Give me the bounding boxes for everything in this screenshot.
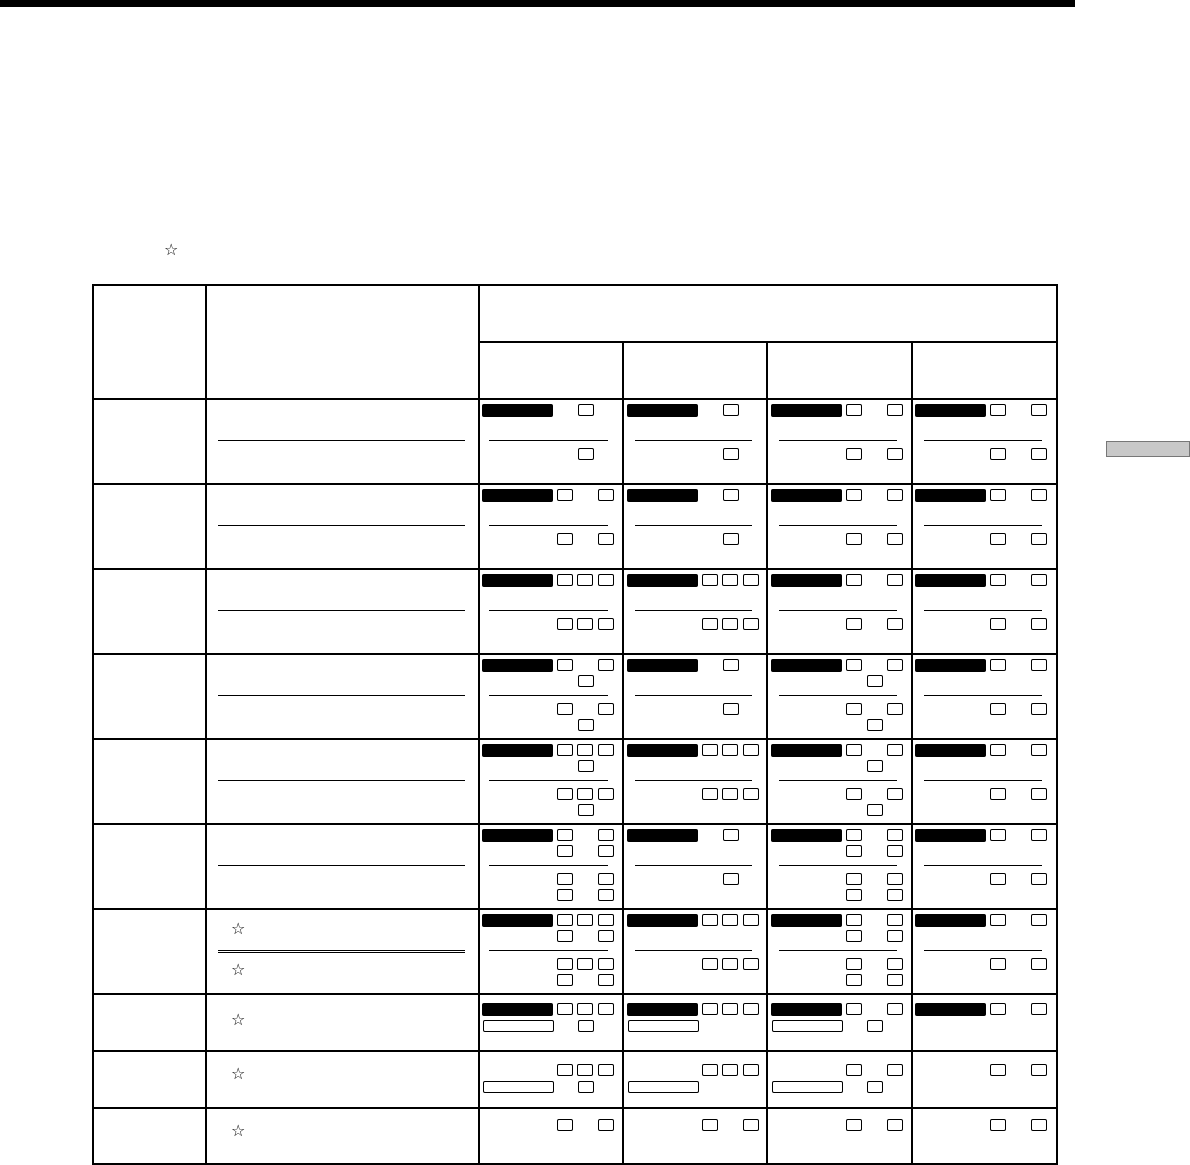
setting-box [743,574,759,586]
cell-divider [924,610,1042,611]
setting-box [598,1064,614,1076]
cell-divider [489,610,608,611]
setting-box [702,1119,718,1131]
setting-box [598,873,614,885]
setting-box [887,930,903,942]
setting-wide-box [772,1081,843,1093]
description-divider [218,695,465,696]
setting-box [1031,958,1047,970]
setting-box [598,1003,614,1015]
setting-box [887,703,903,715]
setting-bar [627,659,698,672]
cell-divider [924,780,1042,781]
setting-box [577,1003,593,1015]
setting-box [887,618,903,630]
setting-box [846,829,862,841]
setting-box [846,703,862,715]
setting-bar [627,574,698,587]
setting-box [598,574,614,586]
cell-divider [779,950,897,951]
setting-box [887,788,903,800]
setting-box [723,489,739,501]
setting-box [578,1020,594,1032]
setting-box [867,719,883,731]
description-divider [218,950,465,951]
setting-box [887,974,903,986]
row-divider [92,568,1058,570]
setting-box [578,719,594,731]
legend-star-icon: ☆ [164,240,179,259]
settings-table [92,284,1058,1165]
setting-box [846,448,862,460]
section-tab [1106,441,1190,457]
setting-box [578,760,594,772]
cell-divider [924,440,1042,441]
setting-box [887,489,903,501]
setting-box [577,914,593,926]
setting-box [598,914,614,926]
setting-box [1031,404,1047,416]
setting-bar [482,744,553,757]
cell-divider [779,780,897,781]
setting-bar [915,659,986,672]
setting-box [598,974,614,986]
setting-box [557,829,573,841]
header-sub-divider [478,341,1058,343]
setting-box [557,618,573,630]
setting-box [557,930,573,942]
cell-divider [489,440,608,441]
setting-box [990,788,1006,800]
setting-box [578,404,594,416]
setting-box [846,489,862,501]
setting-box [846,788,862,800]
setting-box [846,659,862,671]
row-divider [92,1050,1058,1052]
setting-box [887,829,903,841]
setting-box [577,744,593,756]
setting-box [846,574,862,586]
setting-box [598,829,614,841]
setting-box [598,845,614,857]
setting-box [887,1119,903,1131]
setting-box [990,1119,1006,1131]
setting-box [577,958,593,970]
setting-box [577,788,593,800]
setting-bar [482,659,553,672]
setting-box [846,618,862,630]
setting-box [1031,703,1047,715]
setting-box [1031,788,1047,800]
cell-divider [924,865,1042,866]
setting-box [887,404,903,416]
setting-box [557,1064,573,1076]
setting-box [990,618,1006,630]
setting-box [846,1119,862,1131]
setting-box [1031,1003,1047,1015]
setting-bar [482,914,553,927]
setting-box [990,958,1006,970]
setting-box [723,533,739,545]
setting-box [702,1064,718,1076]
setting-box [887,533,903,545]
setting-box [743,618,759,630]
setting-box [887,873,903,885]
setting-bar [915,1003,986,1016]
setting-box [577,618,593,630]
row-divider [92,738,1058,740]
setting-box [846,744,862,756]
setting-box [702,1003,718,1015]
setting-box [846,533,862,545]
setting-box [887,889,903,901]
setting-bar [915,914,986,927]
setting-box [867,804,883,816]
star-icon: ☆ [231,919,246,938]
cell-divider [924,695,1042,696]
setting-bar [482,404,553,417]
cell-divider [635,780,752,781]
setting-box [598,958,614,970]
setting-box [846,845,862,857]
description-divider [218,440,465,441]
setting-bar [482,489,553,502]
setting-box [578,804,594,816]
setting-bar [482,829,553,842]
setting-box [1031,829,1047,841]
setting-bar [915,829,986,842]
setting-box [846,889,862,901]
setting-box [723,873,739,885]
setting-box [557,788,573,800]
cell-divider [779,695,897,696]
setting-box [598,489,614,501]
setting-box [990,829,1006,841]
setting-box [867,760,883,772]
setting-box [887,958,903,970]
setting-box [846,958,862,970]
cell-divider [779,440,897,441]
setting-box [1031,914,1047,926]
cell-divider [635,610,752,611]
description-divider [218,525,465,526]
setting-box [990,914,1006,926]
setting-wide-box [483,1020,554,1032]
setting-box [743,1064,759,1076]
setting-box [557,958,573,970]
star-icon: ☆ [231,1121,246,1140]
setting-box [1031,659,1047,671]
cell-divider [489,780,608,781]
column-divider [622,342,624,1165]
setting-box [867,1081,883,1093]
cell-divider [924,525,1042,526]
description-divider [218,780,465,781]
setting-box [598,618,614,630]
setting-box [723,703,739,715]
cell-divider [924,950,1042,951]
setting-box [846,914,862,926]
setting-box [722,574,738,586]
setting-box [557,574,573,586]
setting-bar [771,914,842,927]
setting-bar [915,574,986,587]
setting-box [1031,448,1047,460]
setting-box [557,489,573,501]
setting-box [598,1119,614,1131]
setting-box [722,1003,738,1015]
setting-bar [771,829,842,842]
setting-bar [771,489,842,502]
setting-bar [771,404,842,417]
setting-box [887,1003,903,1015]
setting-box [557,845,573,857]
table-top-border [92,284,1058,286]
setting-box [722,958,738,970]
setting-box [557,533,573,545]
setting-box [990,448,1006,460]
setting-box [702,914,718,926]
setting-box [990,1003,1006,1015]
setting-box [723,404,739,416]
setting-wide-box [628,1081,699,1093]
setting-box [1031,1119,1047,1131]
setting-box [557,873,573,885]
setting-wide-box [628,1020,699,1032]
setting-box [578,1081,594,1093]
setting-box [846,404,862,416]
setting-box [722,744,738,756]
setting-bar [771,744,842,757]
setting-bar [627,744,698,757]
setting-bar [627,489,698,502]
setting-box [990,659,1006,671]
setting-box [557,974,573,986]
setting-box [598,659,614,671]
cell-divider [489,525,608,526]
top-rule [0,0,1075,7]
column-divider [911,342,913,1165]
setting-bar [627,914,698,927]
setting-bar [627,1003,698,1016]
setting-box [743,958,759,970]
setting-box [887,448,903,460]
column-divider [766,342,768,1165]
setting-box [577,1064,593,1076]
setting-box [722,618,738,630]
column-divider [205,284,207,1165]
setting-box [990,703,1006,715]
setting-box [990,873,1006,885]
setting-box [887,744,903,756]
setting-box [598,930,614,942]
row-divider [92,483,1058,485]
setting-box [557,914,573,926]
setting-box [1031,574,1047,586]
cell-divider [635,525,752,526]
setting-wide-box [772,1020,843,1032]
setting-bar [627,829,698,842]
setting-box [1031,1064,1047,1076]
setting-box [990,533,1006,545]
description-divider [218,610,465,611]
setting-box [702,618,718,630]
setting-box [557,1119,573,1131]
cell-divider [635,440,752,441]
setting-box [578,448,594,460]
row-divider [92,653,1058,655]
cell-divider [635,865,752,866]
setting-box [723,448,739,460]
column-divider [478,284,480,1165]
setting-bar [915,744,986,757]
setting-box [598,703,614,715]
setting-box [867,675,883,687]
cell-divider [489,950,608,951]
setting-box [846,873,862,885]
cell-divider [779,610,897,611]
cell-divider [635,695,752,696]
row-divider [92,823,1058,825]
setting-box [598,788,614,800]
row-divider [92,993,1058,995]
setting-box [598,889,614,901]
cell-divider [635,950,752,951]
setting-box [743,1119,759,1131]
setting-box [1031,618,1047,630]
setting-box [990,574,1006,586]
setting-box [887,845,903,857]
setting-box [723,829,739,841]
cell-divider [489,695,608,696]
setting-bar [482,574,553,587]
setting-bar [771,1003,842,1016]
setting-box [990,744,1006,756]
setting-bar [915,404,986,417]
setting-box [702,958,718,970]
row-divider [92,398,1058,400]
setting-wide-box [483,1081,554,1093]
description-divider [218,952,465,953]
setting-box [577,574,593,586]
table-left-border [92,284,94,1165]
setting-box [867,1020,883,1032]
setting-box [702,788,718,800]
setting-bar [482,1003,553,1016]
setting-box [846,1064,862,1076]
setting-box [846,930,862,942]
setting-box [1031,533,1047,545]
setting-box [598,744,614,756]
cell-divider [779,525,897,526]
setting-box [990,404,1006,416]
setting-box [887,659,903,671]
setting-bar [915,489,986,502]
table-right-border [1056,284,1058,1165]
setting-bar [771,574,842,587]
setting-box [557,1003,573,1015]
setting-box [1031,873,1047,885]
setting-box [557,659,573,671]
star-icon: ☆ [231,960,246,979]
setting-box [557,703,573,715]
row-divider [92,1107,1058,1109]
setting-box [887,574,903,586]
setting-box [1031,489,1047,501]
setting-box [598,533,614,545]
setting-box [722,788,738,800]
setting-box [723,659,739,671]
setting-bar [627,404,698,417]
setting-box [990,489,1006,501]
setting-box [702,574,718,586]
setting-box [557,744,573,756]
setting-box [743,914,759,926]
setting-box [702,744,718,756]
star-icon: ☆ [231,1010,246,1029]
setting-box [743,788,759,800]
setting-box [846,974,862,986]
setting-box [990,1064,1006,1076]
setting-box [887,1064,903,1076]
setting-box [557,889,573,901]
setting-box [722,914,738,926]
setting-box [846,1003,862,1015]
setting-box [722,1064,738,1076]
cell-divider [489,865,608,866]
setting-box [578,675,594,687]
setting-bar [771,659,842,672]
setting-box [743,744,759,756]
row-divider [92,908,1058,910]
description-divider [218,865,465,866]
setting-box [1031,744,1047,756]
star-icon: ☆ [231,1064,246,1083]
cell-divider [779,865,897,866]
setting-box [743,1003,759,1015]
setting-box [887,914,903,926]
